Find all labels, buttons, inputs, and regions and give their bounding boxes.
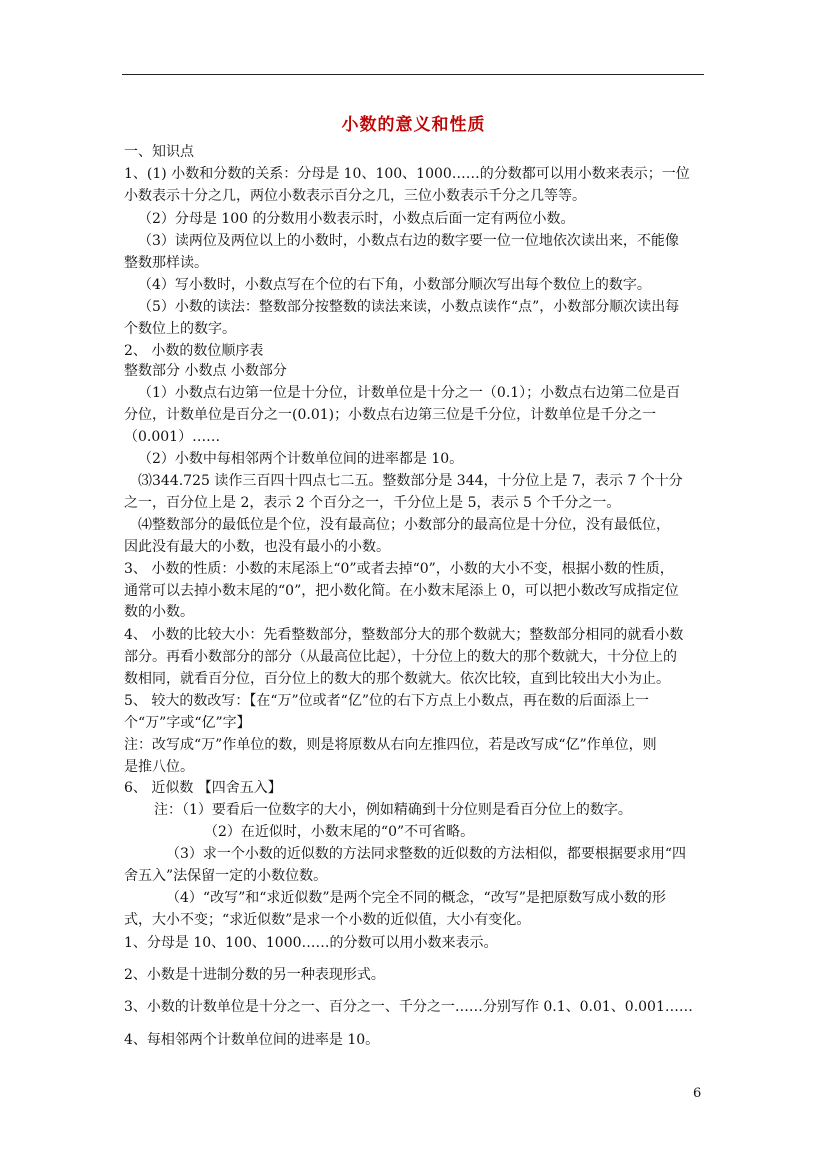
text-line: 小数表示十分之几，两位小数表示百分之几，三位小数表示千分之几等等。 [124,188,586,204]
text-line: 注：改写成“万”作单位的数，则是将原数从右向左推四位，若是改写成“亿”作单位，则 [124,737,657,753]
text-line: 数相同，就看百分位，百分位上的数大的那个数就大。依次比较，直到比较出大小为止。 [124,671,670,687]
text-line: 整数那样读。 [124,255,208,271]
text-line: （2）分母是 100 的分数用小数表示时，小数点后面一定有两位小数。 [138,211,575,227]
text-line: （2）在近似时，小数末尾的“0”不可省略。 [204,824,475,840]
text-line: （5）小数的读法：整数部分按整数的读法来读，小数点读作“点”，小数部分顺次读出每 [138,299,680,315]
text-line: 2、 小数的数位顺序表 [124,343,264,359]
page-number: 6 [693,1086,702,1101]
text-line: （0.001）…… [124,429,221,445]
text-line: 是推八位。 [124,759,194,775]
text-line: （2）小数中每相邻两个计数单位间的进率都是 10。 [138,451,464,467]
text-line: 通常可以去掉小数末尾的“0”，把小数化简。在小数末尾添上 0，可以把小数改写成指定位 [124,583,679,599]
text-line: 3、小数的计数单位是十分之一、百分之一、千分之一……分别写作 0.1、0.01、0.001…… [124,999,693,1015]
text-line: 之一，百分位上是 2，表示 2 个百分之一，千分位上是 5，表示 5 个千分之一。 [124,495,621,511]
text-line: 1、(1) 小数和分数的关系：分母是 10、100、1000……的分数都可以用小数来表示；一位 [124,166,690,182]
text-line: （3）读两位及两位以上的小数时，小数点右边的数字要一位一位地依次读出来，不能像 [138,233,679,249]
text-line: （4）写小数时，小数点写在个位的右下角，小数部分顺次写出每个数位上的数字。 [138,277,651,293]
text-line: 3、 小数的性质：小数的末尾添上“0”或者去掉“0”，小数的大小不变，根据小数的性质， [124,561,674,577]
header-rule [122,74,704,75]
text-line: 2、小数是十进制分数的另一种表现形式。 [124,967,385,983]
text-line: 一、知识点 [124,144,194,160]
text-line: 式，大小不变；“求近似数”是求一个小数的近似值，大小有变化。 [124,912,531,928]
text-line: 因此没有最大的小数，也没有最小的小数。 [124,539,390,555]
text-line: ⑷整数部分的最低位是个位，没有最高位；小数部分的最高位是十分位，没有最低位， [138,517,670,533]
text-line: ⑶344.725 读作三百四十四点七二五。整数部分是 344，十分位上是 7，表示 7 个十分 [138,473,683,489]
text-line: （4）“改写”和“求近似数”是两个完全不同的概念，“改写”是把原数写成小数的形 [166,890,666,906]
text-line: 个数位上的数字。 [124,321,236,337]
text-line: 整数部分 小数点 小数部分 [124,363,287,379]
text-line: 注：（1）要看后一位数字的大小，例如精确到十分位则是看百分位上的数字。 [154,802,632,818]
text-line: 部分。再看小数部分的部分（从最高位比起），十分位上的数大的那个数就大，十分位上的 [124,649,677,665]
text-line: 数的小数。 [124,604,194,620]
text-line: 6、 近似数 【四舍五入】 [124,780,282,796]
text-line: 分位，计数单位是百分之一(0.01)；小数点右边第三位是千分位，计数单位是千分之一 [124,407,657,423]
page-title: 小数的意义和性质 [341,115,486,135]
text-line: 4、每相邻两个计数单位间的进率是 10。 [124,1032,380,1048]
text-line: 5、 较大的数改写：【在“万”位或者“亿”位的右下方点上小数点，再在数的后面添上一 [124,693,649,709]
text-line: 1、分母是 10、100、1000……的分数可以用小数来表示。 [124,935,498,951]
text-line: 4、 小数的比较大小：先看整数部分，整数部分大的那个数就大；整数部分相同的就看小数 [124,627,684,643]
text-line: （1）小数点右边第一位是十分位，计数单位是十分之一（0.1）；小数点右边第二位是百 [138,385,681,401]
text-line: 个“万”字或“亿”字】 [124,715,251,731]
text-line: （3）求一个小数的近似数的方法同求整数的近似数的方法相似，都要根据要求用“四 [166,846,687,862]
text-line: 舍五入”法保留一定的小数位数。 [124,868,328,884]
